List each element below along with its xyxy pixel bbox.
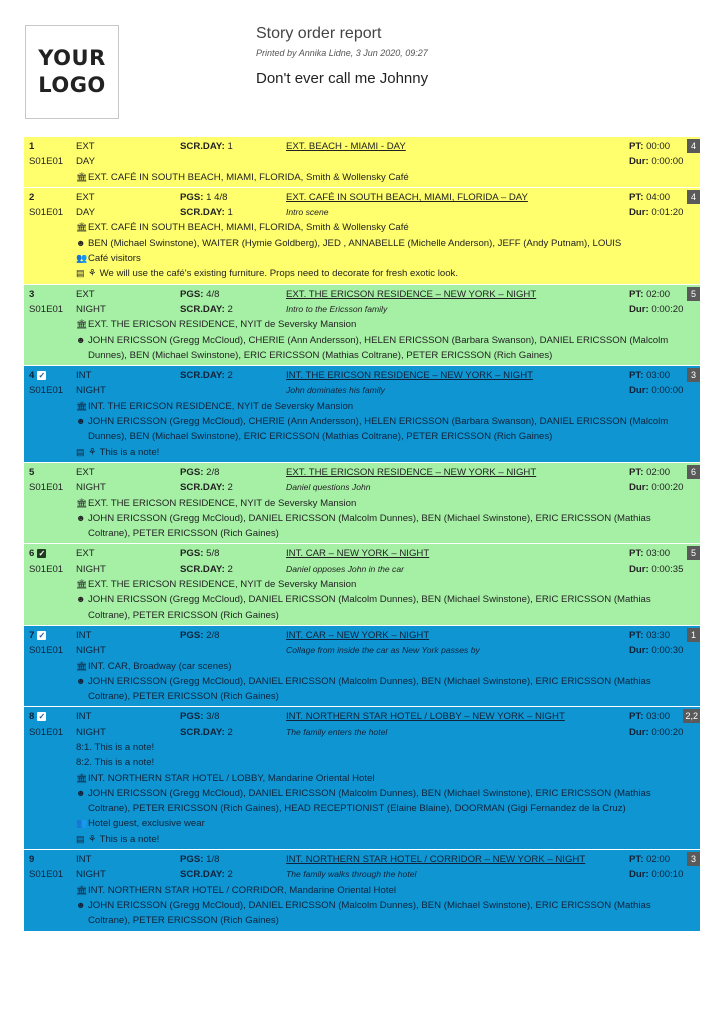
int-ext: EXT — [76, 288, 95, 300]
int-ext: INT — [76, 854, 92, 866]
pt-label: PT: — [629, 191, 644, 203]
mask-icon: ☻ — [76, 237, 86, 248]
scene-heading[interactable]: INT. CAR – NEW YORK – NIGHT — [286, 629, 430, 641]
scene-number: 5 — [29, 466, 35, 478]
scene-synopsis: Intro to the Ericsson family — [286, 303, 388, 314]
company-logo — [25, 25, 119, 119]
dur-label: Dur: — [629, 385, 649, 397]
episode: S01E01 — [29, 303, 64, 315]
dur-value: 0:00:00 — [651, 385, 684, 397]
episode: S01E01 — [29, 482, 64, 494]
scene-cast: JOHN ERICSSON (Gregg McCloud), DANIEL ERICSSON (Malcolm Dunnes), BEN (Michael Swinstone), ERIC ERICSSON (Mathias Coltrane), PETER ERICSSON (Rich Gaines) — [88, 512, 651, 540]
dur-label: Dur: — [629, 303, 649, 315]
pgs-value: 1 4/8 — [206, 191, 228, 203]
pgs-label: PGS: — [180, 854, 204, 866]
scrday-value: 2 — [227, 303, 233, 315]
scene-number: 9 — [29, 854, 35, 866]
scene-number: 7 — [29, 629, 35, 641]
dur-value: 0:00:10 — [651, 869, 684, 881]
episode: S01E01 — [29, 207, 64, 219]
scene-block[interactable] — [24, 707, 700, 850]
building-icon: 🏛 — [76, 171, 88, 182]
pt-label: PT: — [629, 288, 644, 300]
props-icon: ⚘ — [88, 833, 97, 845]
time-of-day: NIGHT — [76, 563, 106, 575]
mask-icon: ☻ — [76, 512, 86, 523]
episode: S01E01 — [29, 869, 64, 881]
pt-value: 02:00 — [646, 854, 671, 866]
scrday-label: SCR.DAY: — [180, 207, 225, 219]
dur-label: Dur: — [629, 482, 649, 494]
scrday-value: 2 — [227, 563, 233, 575]
scene-cast: JOHN ERICSSON (Gregg McCloud), CHERIE (Ann Andersson), HELEN ERICSSON (Barbara Swanson), DANIEL ERICSSON (Malcolm Dunnes), BEN (Michael Swinstone), ERIC ERICSSON (Mathias Coltrane), PETER ERICSSON (Rich Gaines) — [88, 416, 669, 443]
report-title: Story order report — [256, 25, 382, 42]
pgs-label: PGS: — [180, 548, 204, 560]
dur-label: Dur: — [629, 726, 649, 738]
group-icon: 👥 — [76, 253, 88, 264]
scene-cast: JOHN ERICSSON (Gregg McCloud), DANIEL ERICSSON (Malcolm Dunnes), BEN (Michael Swinstone), ERIC ERICSSON (Mathias Coltrane), PETER ERICSSON (Rich Gaines) — [88, 675, 651, 703]
scene-cast: BEN (Michael Swinstone), WAITER (Hymie Goldberg), JED , ANNABELLE (Michelle Anderson), JEFF (Andy Putnam), LOUIS — [88, 237, 622, 249]
scene-badge: 5 — [687, 546, 700, 560]
scene-number: 8 — [29, 711, 35, 723]
pgs-label: PGS: — [180, 711, 204, 723]
scrday-value: 1 — [227, 141, 233, 152]
note-icon: ▤ — [76, 446, 85, 457]
dur-label: Dur: — [629, 645, 649, 657]
scene-note: This is a note! — [99, 833, 160, 845]
pt-value: 03:00 — [646, 548, 671, 560]
scene-heading[interactable]: INT. NORTHERN STAR HOTEL / LOBBY – NEW YORK – NIGHT — [286, 711, 565, 723]
scene-number: 1 — [29, 141, 35, 152]
scene-badge: 4 — [687, 139, 700, 153]
int-ext: EXT — [76, 191, 95, 203]
scene-synopsis: The family enters the hotel — [286, 726, 388, 737]
scene-badge: 1 — [687, 628, 700, 642]
scene-heading[interactable]: EXT. BEACH - MIAMI - DAY — [286, 141, 406, 152]
props-icon: ⚘ — [88, 268, 97, 280]
scene-heading[interactable]: EXT. THE ERICSON RESIDENCE – NEW YORK – NIGHT — [286, 288, 537, 300]
pt-value: 02:00 — [646, 288, 671, 300]
group-icon: 👥 — [76, 818, 88, 829]
note-icon: ▤ — [76, 268, 85, 279]
scrday-label: SCR.DAY: — [180, 563, 225, 575]
scene-number: 4 — [29, 370, 35, 382]
episode: S01E01 — [29, 156, 64, 168]
scene-number: 2 — [29, 191, 35, 203]
scrday-value: 1 — [227, 207, 233, 219]
scene-block[interactable] — [24, 544, 700, 625]
sub-note: 8:2. This is a note! — [76, 757, 155, 769]
mask-icon: ☻ — [76, 899, 86, 910]
scene-cast: JOHN ERICSSON (Gregg McCloud), CHERIE (Ann Andersson), HELEN ERICSSON (Barbara Swanson), DANIEL ERICSSON (Malcolm Dunnes), BEN (Michael Swinstone), ERIC ERICSSON (Mathias Coltrane), PETER ERICSSON (Rich Gaines) — [88, 334, 669, 361]
pgs-value: 2/8 — [206, 629, 220, 641]
scrday-label: SCR.DAY: — [180, 370, 225, 382]
scrday-value: 2 — [227, 726, 233, 738]
time-of-day: NIGHT — [76, 482, 106, 494]
int-ext: INT — [76, 711, 92, 723]
scene-block[interactable] — [24, 626, 700, 707]
scene-note: We will use the café's existing furniture. Props need to decorate for fresh exotic look. — [99, 268, 459, 280]
scene-location: INT. THE ERICSON RESIDENCE, NYIT de Seversky Mansion — [88, 400, 354, 412]
building-icon: 🏛 — [76, 579, 88, 590]
scene-location: EXT. THE ERICSON RESIDENCE, NYIT de Seversky Mansion — [88, 319, 357, 331]
scene-badge: 3 — [687, 368, 700, 382]
pt-label: PT: — [629, 548, 644, 560]
dur-label: Dur: — [629, 869, 649, 881]
props-icon: ⚘ — [88, 446, 97, 458]
scene-extras: Hotel guest, exclusive wear — [88, 818, 205, 830]
scene-block[interactable] — [24, 188, 700, 285]
mask-icon: ☻ — [76, 334, 86, 345]
scrday-label: SCR.DAY: — [180, 869, 225, 881]
episode: S01E01 — [29, 563, 64, 575]
episode: S01E01 — [29, 385, 64, 397]
pt-label: PT: — [629, 711, 644, 723]
scene-block[interactable] — [24, 366, 700, 463]
dur-value: 0:01:20 — [651, 207, 684, 219]
building-icon: 🏛 — [76, 884, 88, 895]
scene-location: INT. NORTHERN STAR HOTEL / CORRIDOR, Mandarine Oriental Hotel — [88, 884, 396, 896]
scrday-value: 2 — [227, 482, 233, 494]
pt-value: 03:00 — [646, 711, 671, 723]
scene-block[interactable] — [24, 850, 700, 931]
sub-note: 8:1. This is a note! — [76, 741, 155, 753]
scene-location: EXT. CAFÉ IN SOUTH BEACH, MIAMI, FLORIDA, Smith & Wollensky Café — [88, 171, 409, 183]
building-icon: 🏛 — [76, 400, 88, 411]
note-icon: ▤ — [76, 833, 85, 844]
scene-cast: JOHN ERICSSON (Gregg McCloud), DANIEL ERICSSON (Malcolm Dunnes), BEN (Michael Swinstone), ERIC ERICSSON (Mathias Coltrane), PETER ERICSSON (Rich Gaines), HEAD RECEPTIONIST (Elaine Blaine), DOORMAN (Gigi Fernandez de la Cruz) — [88, 787, 651, 815]
pt-label: PT: — [629, 370, 644, 382]
dur-value: 0:00:20 — [651, 726, 684, 738]
scene-heading[interactable]: EXT. THE ERICSON RESIDENCE – NEW YORK – NIGHT — [286, 466, 537, 478]
building-icon: 🏛 — [76, 497, 88, 508]
scene-block[interactable] — [24, 463, 700, 544]
pgs-label: PGS: — [180, 191, 204, 203]
scene-badge: 2,2 — [685, 711, 698, 722]
scene-location: INT. CAR, Broadway (car scenes) — [88, 660, 232, 672]
scene-synopsis: The family walks through the hotel — [286, 869, 417, 880]
dur-value: 0:00:35 — [651, 563, 684, 575]
scene-number: 3 — [29, 288, 35, 300]
story-title: Don't ever call me Johnny — [256, 70, 429, 87]
time-of-day: NIGHT — [76, 385, 106, 397]
pgs-label: PGS: — [180, 629, 204, 641]
dur-label: Dur: — [629, 563, 649, 575]
checkbox-icon: ✓ — [38, 549, 46, 559]
time-of-day: NIGHT — [76, 303, 106, 315]
logo-line-1: YOUR — [38, 46, 106, 70]
int-ext: INT — [76, 629, 92, 641]
scene-synopsis: Intro scene — [286, 207, 329, 218]
pgs-value: 2/8 — [206, 466, 220, 478]
mask-icon: ☻ — [76, 416, 86, 427]
building-icon: 🏛 — [76, 319, 88, 330]
dur-label: Dur: — [629, 156, 649, 168]
pgs-label: PGS: — [180, 466, 204, 478]
dur-value: 0:00:00 — [651, 156, 684, 168]
int-ext: EXT — [76, 141, 95, 152]
pgs-value: 4/8 — [206, 288, 220, 300]
pgs-label: PGS: — [180, 288, 204, 300]
time-of-day: NIGHT — [76, 645, 106, 657]
dur-label: Dur: — [629, 207, 649, 219]
checkbox-icon: ✓ — [38, 712, 46, 722]
mask-icon: ☻ — [76, 787, 86, 798]
pt-label: PT: — [629, 629, 644, 641]
mask-icon: ☻ — [76, 675, 86, 686]
int-ext: EXT — [76, 548, 95, 560]
time-of-day: NIGHT — [76, 726, 106, 738]
dur-value: 0:00:30 — [651, 645, 684, 657]
scene-note: This is a note! — [99, 446, 160, 458]
time-of-day: DAY — [76, 156, 96, 168]
checkbox-icon: ✓ — [38, 371, 46, 381]
pgs-value: 1/8 — [206, 854, 220, 866]
pt-value: 00:00 — [646, 141, 671, 152]
scene-synopsis: Collage from inside the car as New York passes by — [286, 645, 480, 656]
checkbox-icon: ✓ — [38, 630, 46, 640]
pt-value: 02:00 — [646, 466, 671, 478]
episode: S01E01 — [29, 726, 64, 738]
scene-heading[interactable]: INT. THE ERICSON RESIDENCE – NEW YORK – NIGHT — [286, 370, 533, 382]
scene-badge: 3 — [687, 852, 700, 866]
scene-synopsis: John dominates his family — [286, 385, 385, 396]
logo-line-2: LOGO — [38, 73, 106, 97]
scene-number: 6 — [29, 548, 35, 560]
scene-location: EXT. THE ERICSON RESIDENCE, NYIT de Seversky Mansion — [88, 579, 357, 591]
scene-location: EXT. THE ERICSON RESIDENCE, NYIT de Seversky Mansion — [88, 497, 357, 509]
scene-location: EXT. CAFÉ IN SOUTH BEACH, MIAMI, FLORIDA, Smith & Wollensky Café — [88, 222, 409, 234]
scene-heading[interactable]: EXT. CAFÉ IN SOUTH BEACH, MIAMI, FLORIDA – DAY — [286, 191, 528, 203]
scrday-label: SCR.DAY: — [180, 141, 225, 152]
building-icon: 🏛 — [76, 660, 88, 671]
scrday-value: 2 — [227, 869, 233, 881]
pgs-value: 3/8 — [206, 711, 220, 723]
scene-synopsis: Daniel questions John — [286, 482, 371, 493]
scene-synopsis: Daniel opposes John in the car — [286, 563, 405, 574]
pt-value: 03:00 — [646, 370, 671, 382]
printed-by: Printed by Annika Lidne, 3 Jun 2020, 09:27 — [256, 48, 428, 58]
pt-label: PT: — [629, 854, 644, 866]
scene-extras: Café visitors — [88, 253, 141, 265]
time-of-day: NIGHT — [76, 869, 106, 881]
pt-value: 03:30 — [646, 629, 671, 641]
scene-location: INT. NORTHERN STAR HOTEL / LOBBY, Mandarine Oriental Hotel — [88, 772, 375, 784]
pgs-value: 5/8 — [206, 548, 220, 560]
dur-value: 0:00:20 — [651, 482, 684, 494]
building-icon: 🏛 — [76, 222, 88, 233]
int-ext: EXT — [76, 466, 95, 478]
scene-badge: 4 — [687, 190, 700, 204]
scene-heading[interactable]: INT. CAR – NEW YORK – NIGHT — [286, 548, 430, 560]
pt-label: PT: — [629, 466, 644, 478]
building-icon: 🏛 — [76, 772, 88, 783]
scrday-label: SCR.DAY: — [180, 482, 225, 494]
scene-cast: JOHN ERICSSON (Gregg McCloud), DANIEL ERICSSON (Malcolm Dunnes), BEN (Michael Swinstone), ERIC ERICSSON (Mathias Coltrane), PETER ERICSSON (Rich Gaines) — [88, 594, 651, 621]
scrday-label: SCR.DAY: — [180, 726, 225, 738]
scene-badge: 5 — [687, 287, 700, 301]
scene-list — [24, 137, 700, 932]
scene-block[interactable] — [24, 285, 700, 366]
scene-heading[interactable]: INT. NORTHERN STAR HOTEL / CORRIDOR – NEW YORK – NIGHT — [286, 854, 586, 866]
scrday-label: SCR.DAY: — [180, 303, 225, 315]
scene-badge: 6 — [687, 465, 700, 479]
scene-block[interactable] — [24, 137, 700, 188]
time-of-day: DAY — [76, 207, 96, 219]
pt-value: 04:00 — [646, 191, 671, 203]
int-ext: INT — [76, 370, 92, 382]
mask-icon: ☻ — [76, 594, 86, 605]
dur-value: 0:00:20 — [651, 303, 684, 315]
pt-label: PT: — [629, 141, 644, 152]
scene-cast: JOHN ERICSSON (Gregg McCloud), DANIEL ERICSSON (Malcolm Dunnes), BEN (Michael Swinstone), ERIC ERICSSON (Mathias Coltrane), PETER ERICSSON (Rich Gaines) — [88, 899, 651, 927]
episode: S01E01 — [29, 645, 64, 657]
scrday-value: 2 — [227, 370, 233, 382]
